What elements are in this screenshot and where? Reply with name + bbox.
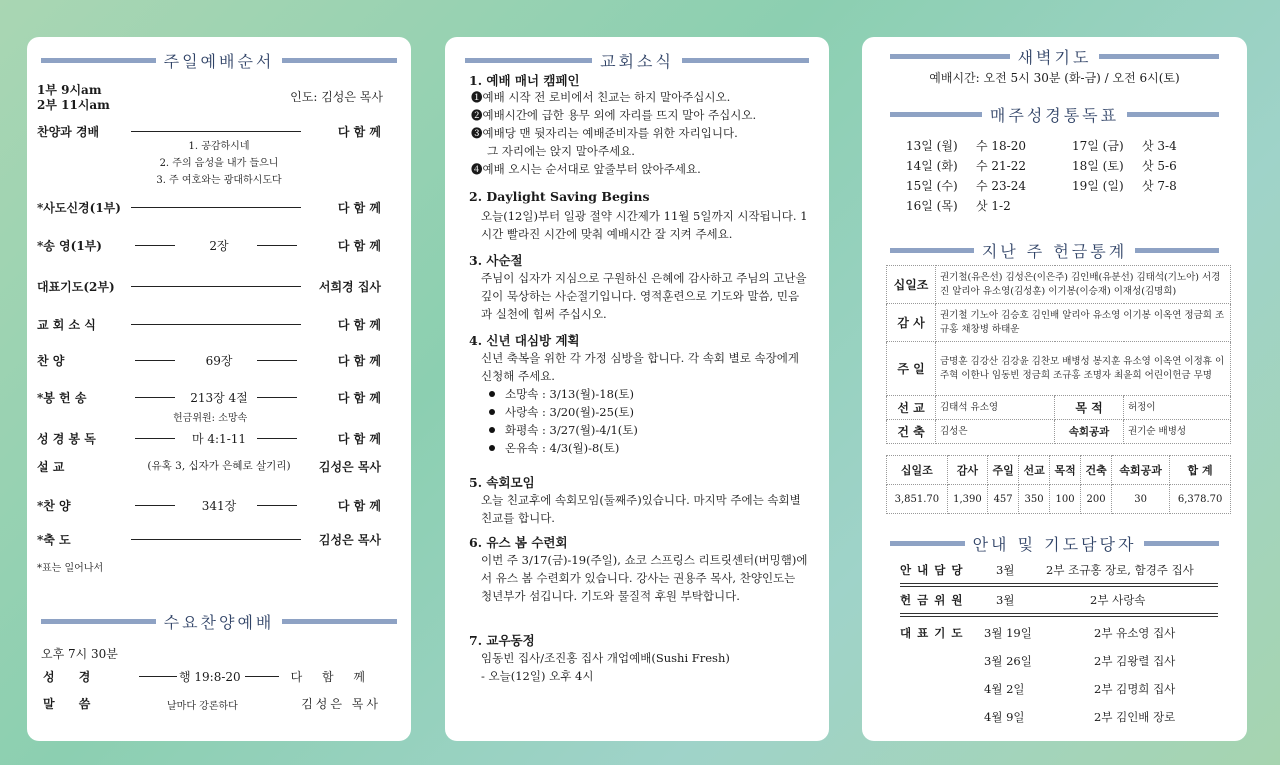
news-line: 임동빈 집사/조진홍 집사 개업예배(Sushi Fresh) [481,651,730,665]
news-line: 그 자리에는 앉지 말아주세요. [487,144,635,158]
news-line: 신년 축복을 위한 각 가정 심방을 합니다. 각 속회 별로 속장에게 신청해 주세요. [481,351,799,383]
prayer-date: 3월 26일 [984,654,1032,668]
cell-label: 속회공과 [1055,420,1124,444]
summary-header: 건축 [1081,456,1112,485]
scripture-ref: 행 19:8-20 [179,670,241,684]
summary-value: 6,378.70 [1170,485,1231,514]
order-label: 설 교 [37,460,65,474]
news-item-title: 4. 신년 대심방 계획 [469,333,580,348]
reading-day: 16일 (목) [906,199,958,213]
reading-ref: 삿 3-4 [1142,139,1177,153]
order-person: 다 함 께 [337,201,381,215]
news-item-title: 3. 사순절 [469,253,523,268]
order-person: 다 함 께 [337,499,381,513]
roles-table [900,559,1218,731]
offer-row [900,589,1218,611]
summary-header: 감사 [947,456,987,485]
prayer-person: 2부 유소영 집사 [1094,626,1176,640]
sunday-names: 금명훈 김강산 김강윤 김찬모 배병성 봉지훈 유소영 이옥연 이정휴 이주혁 이한나 임동빈 정금희 조규홍 조명자 최윤희 어린이헌금 무명 [936,342,1231,396]
news-item-body: 이번 주 3/17(금)-19(주일), 쇼코 스프링스 리트릿센터(버밍햄)에서 유스 봄 수련회가 있습니다. 강사는 권용주 목사, 찬양인도는 청년부가 섬깁니다. 기도와 물질적 후원 부탁합니다. [481,553,808,603]
mission-label: 선 교 [887,396,936,420]
news-line: ❷예배시간에 급한 용무 외에 자리를 뜨지 말아 주십시오. [471,108,757,122]
order-person: 김성은 목사 [318,533,381,547]
order-label: 찬양과 경배 [37,125,100,139]
reading-header [890,103,1219,126]
list-item: 온유속 : 4/3(월)-8(토) [481,439,809,457]
prayer-label: 대 표 기 도 [900,626,964,640]
sermon-title: 날마다 강론하다 [167,701,238,712]
worship-title: 주일예배순서 [163,52,275,71]
news-item-body [481,349,809,457]
dawn-title: 새벽기도 [1017,48,1092,67]
sermon-label: 말 씀 [43,697,101,711]
news-item-title: 6. 유스 봄 수련회 [469,535,568,550]
roles-title: 안내 및 기도담당자 [972,535,1137,554]
order-detail: 마 4:1-11 [191,432,247,446]
order-label: 성 경 봉 독 [37,432,96,446]
news-panel [445,37,829,741]
reading-day: 14일 (화) [906,159,958,173]
reading-day: 13일 (월) [906,139,958,153]
offering-note: 헌금위원: 소망속 [173,413,248,424]
reading-day: 15일 (수) [906,179,958,193]
song-item: 3. 주 여호와는 광대하시도다 [156,175,282,186]
guide-row [900,559,1218,581]
reading-ref: 삿 1-2 [976,199,1011,213]
order-detail: 213장 4절 [190,391,248,405]
sermon-who: 김성은 목사 [301,697,381,711]
prayer-date: 3월 19일 [984,626,1032,640]
scripture-label: 성 경 [43,670,101,684]
order-person: 김성은 목사 [318,460,381,474]
service-2-time: 2부 11시am [37,98,110,112]
order-label: 교 회 소 식 [37,318,96,332]
building-names: 김성은 [936,420,1055,444]
news-item-body: 주님이 십자가 지심으로 구원하신 은혜에 감사하고 주님의 고난을 깊이 묵상하는 사순절기입니다. 영적훈련으로 기도와 말씀, 민음과 실천에 힘써 주십시오. [481,271,807,321]
prayer-row [900,619,1218,647]
roles-header [890,532,1219,555]
cell-names: 권기순 배병성 [1124,420,1231,444]
news-item-title: 7. 교우동정 [469,633,535,648]
news-line: ❶예배 시작 전 로비에서 친교는 하지 말아주십시오. [471,90,731,104]
sunday-label: 주 일 [887,342,936,396]
reading-day: 18일 (토) [1072,159,1124,173]
prayer-person: 2부 김명희 집사 [1094,682,1176,696]
leader: 인도: 김성은 목사 [290,90,383,104]
reading-ref: 수 18-20 [976,139,1027,153]
order-label: *봉 헌 송 [37,391,87,405]
offering-header [890,239,1219,262]
guide-month: 3월 [996,563,1015,577]
summary-value: 350 [1019,485,1050,514]
news-line: ❹예배 오시는 순서대로 앞줄부터 앉아주세요. [471,162,701,176]
song-item: 2. 주의 음성을 내가 들으니 [159,158,279,169]
list-item: 사랑속 : 3/20(월)-25(토) [481,403,809,421]
scripture-who: 다 함 께 [290,670,373,684]
dawn-time: 예배시간: 오전 5시 30분 (화-금) / 오전 6시(토) [929,71,1180,85]
thanks-names: 권기철 기노아 김승호 김인배 알리아 유소영 이기봉 이옥연 정금희 조규홍 채창병 하태운 [936,304,1231,342]
news-line: - 오늘(12일) 오후 4시 [481,669,594,683]
prayer-list [900,619,1218,731]
prayer-date: 4월 9일 [984,710,1025,724]
offer-month: 3월 [996,593,1015,607]
offering-summary-table [886,455,1231,514]
offering-names-table [886,265,1231,444]
goal-label: 목 적 [1055,396,1124,420]
news-item-title: 5. 속회모임 [469,475,535,490]
wednesday-header [41,610,397,633]
summary-value: 3,851.70 [887,485,948,514]
order-person: 다 함 께 [337,239,381,253]
summary-value: 30 [1112,485,1170,514]
order-detail: 341장 [201,499,237,513]
prayer-date: 4월 2일 [984,682,1025,696]
reading-ref: 수 21-22 [976,159,1027,173]
prayer-row [900,703,1218,731]
info-panel [862,37,1247,741]
summary-value: 457 [988,485,1019,514]
worship-header [41,49,397,72]
reading-title: 매주성경통독표 [989,106,1120,125]
news-item-body: 오늘(12일)부터 일광 절약 시간제가 11월 5일까지 시작됩니다. 1시간 빨라진 시간에 맞춰 예배시간 잘 지켜 주세요. [481,209,808,241]
song-list [27,137,411,186]
offer-label: 헌 금 위 원 [900,593,964,607]
offer-names: 2부 사랑속 [1090,593,1146,607]
news-item-body [481,649,809,685]
stand-note: *표는 일어나서 [37,563,104,574]
summary-header: 주일 [988,456,1019,485]
order-person: 다 함 께 [337,354,381,368]
news-item-body [471,88,809,178]
reading-ref: 삿 7-8 [1142,179,1177,193]
guide-names: 2부 조규홍 장로, 함경주 집사 [1046,563,1194,577]
order-detail: (유혹 3, 십자가 은혜로 살기리) [147,460,291,472]
summary-header: 십일조 [887,456,948,485]
news-item-title: 2. Daylight Saving Begins [469,189,650,204]
summary-value: 1,390 [947,485,987,514]
order-label: 찬 양 [37,354,65,368]
summary-header: 속회공과 [1112,456,1170,485]
thanks-label: 감 사 [887,304,936,342]
prayer-person: 2부 김왕렬 집사 [1094,654,1176,668]
order-person: 다 함 께 [337,125,381,139]
prayer-row [900,647,1218,675]
order-label: *송 영(1부) [37,239,102,253]
order-label: *찬 양 [37,499,71,513]
summary-value: 200 [1081,485,1112,514]
reading-day: 17일 (금) [1072,139,1124,153]
goal-names: 허정이 [1124,396,1231,420]
offering-title: 지난 주 헌금통계 [981,242,1128,261]
order-person: 서희경 집사 [318,280,381,294]
order-label: 대표기도(2부) [37,280,115,294]
list-item: 소망속 : 3/13(월)-18(토) [481,385,809,403]
building-label: 건 축 [887,420,936,444]
summary-value: 100 [1050,485,1081,514]
order-person: 다 함 께 [337,318,381,332]
news-line: ❸예배당 맨 뒷자리는 예배준비자를 위한 자리입니다. [471,126,738,140]
prayer-row [900,675,1218,703]
news-item-body: 오늘 친교후에 속회모임(둘째주)있습니다. 마지막 주에는 속회별 친교를 합니다. [481,493,801,525]
service-1-time: 1부 9시am [37,83,102,97]
guide-label: 안 내 담 당 [900,563,964,577]
summary-header: 합 계 [1170,456,1231,485]
dawn-header [890,45,1219,68]
news-header [465,49,809,72]
reading-day: 19일 (일) [1072,179,1124,193]
order-person: 다 함 께 [337,432,381,446]
tithe-names: 권기철(유은선) 김성은(이은주) 김인배(유분선) 김태석(기노아) 서경진 알리아 유소영(김성훈) 이기봉(이승재) 이재성(김명희) [936,266,1231,304]
news-title: 교회소식 [600,52,674,71]
summary-header: 선교 [1019,456,1050,485]
prayer-person: 2부 김인배 장로 [1094,710,1176,724]
reading-ref: 삿 5-6 [1142,159,1177,173]
order-person: 다 함 께 [337,391,381,405]
summary-header: 목적 [1050,456,1081,485]
order-label: *사도신경(1부) [37,201,121,215]
reading-ref: 수 23-24 [976,179,1027,193]
wednesday-title: 수요찬양예배 [163,613,275,632]
tithe-label: 십일조 [887,266,936,304]
order-label: *축 도 [37,533,71,547]
list-item: 화평속 : 3/27(월)-4/1(토) [481,421,809,439]
order-detail: 2장 [209,239,229,253]
song-item: 1. 공감하시네 [188,141,250,152]
worship-panel [27,37,411,741]
wednesday-time: 오후 7시 30분 [41,647,118,661]
mission-names: 김태석 유소영 [936,396,1055,420]
order-detail: 69장 [205,354,233,368]
news-item-title: 1. 예배 매너 캠페인 [469,73,580,88]
